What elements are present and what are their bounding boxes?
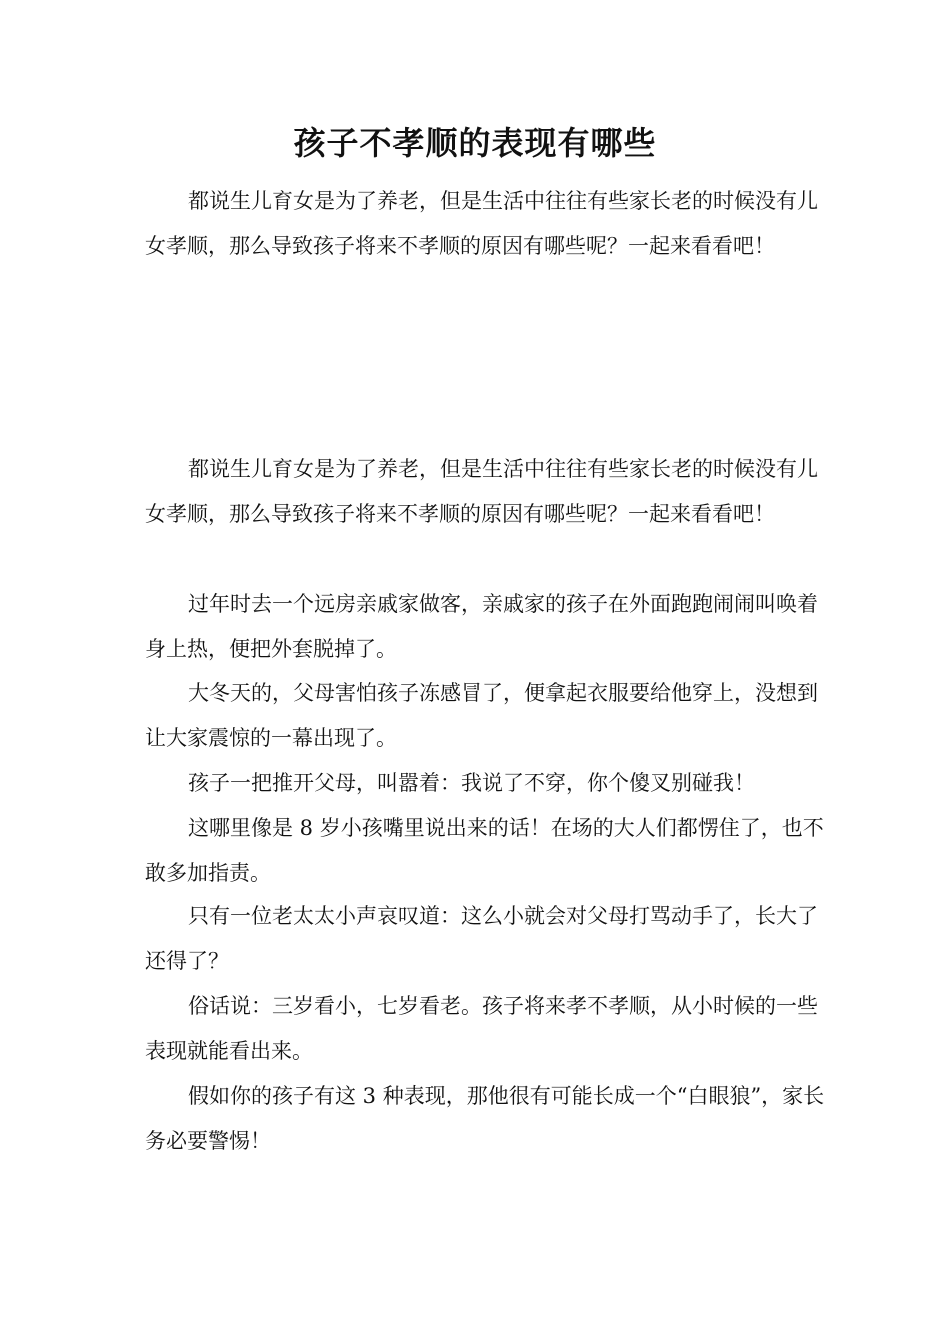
body-paragraph-1: 都说生儿育女是为了养老，但是生活中往往有些家长老的时候没有儿女孝顺，那么导致孩子将来不孝顺的原因有哪些呢？一起来看看吧！ — [145, 457, 818, 526]
document-title: 孩子不孝顺的表现有哪些 — [293, 124, 657, 162]
body-paragraph-3: 大冬天的，父母害怕孩子冻感冒了，便拿起衣服要给他穿上，没想到让大家震惊的一幕出现了。 — [145, 681, 818, 750]
body-paragraph-7: 俗话说：三岁看小，七岁看老。孩子将来孝不孝顺，从小时候的一些表现就能看出来。 — [145, 994, 818, 1063]
body-paragraph-5: 这哪里像是 8 岁小孩嘴里说出来的话！在场的大人们都愣住了，也不敢多加指责。 — [145, 816, 824, 885]
body-paragraph-4: 孩子一把推开父母，叫嚣着：我说了不穿，你个傻叉别碰我！ — [188, 771, 755, 795]
intro-paragraph: 都说生儿育女是为了养老，但是生活中往往有些家长老的时候没有儿女孝顺，那么导致孩子将来不孝顺的原因有哪些呢？一起来看看吧！ — [145, 189, 818, 258]
body-paragraph-2: 过年时去一个远房亲戚家做客，亲戚家的孩子在外面跑跑闹闹叫唤着身上热，便把外套脱掉了。 — [145, 592, 818, 661]
body-paragraph-8: 假如你的孩子有这 3 种表现，那他很有可能长成一个“白眼狼”，家长务必要警惕！ — [145, 1084, 825, 1153]
body-paragraph-6: 只有一位老太太小声哀叹道：这么小就会对父母打骂动手了，长大了还得了？ — [145, 904, 818, 973]
